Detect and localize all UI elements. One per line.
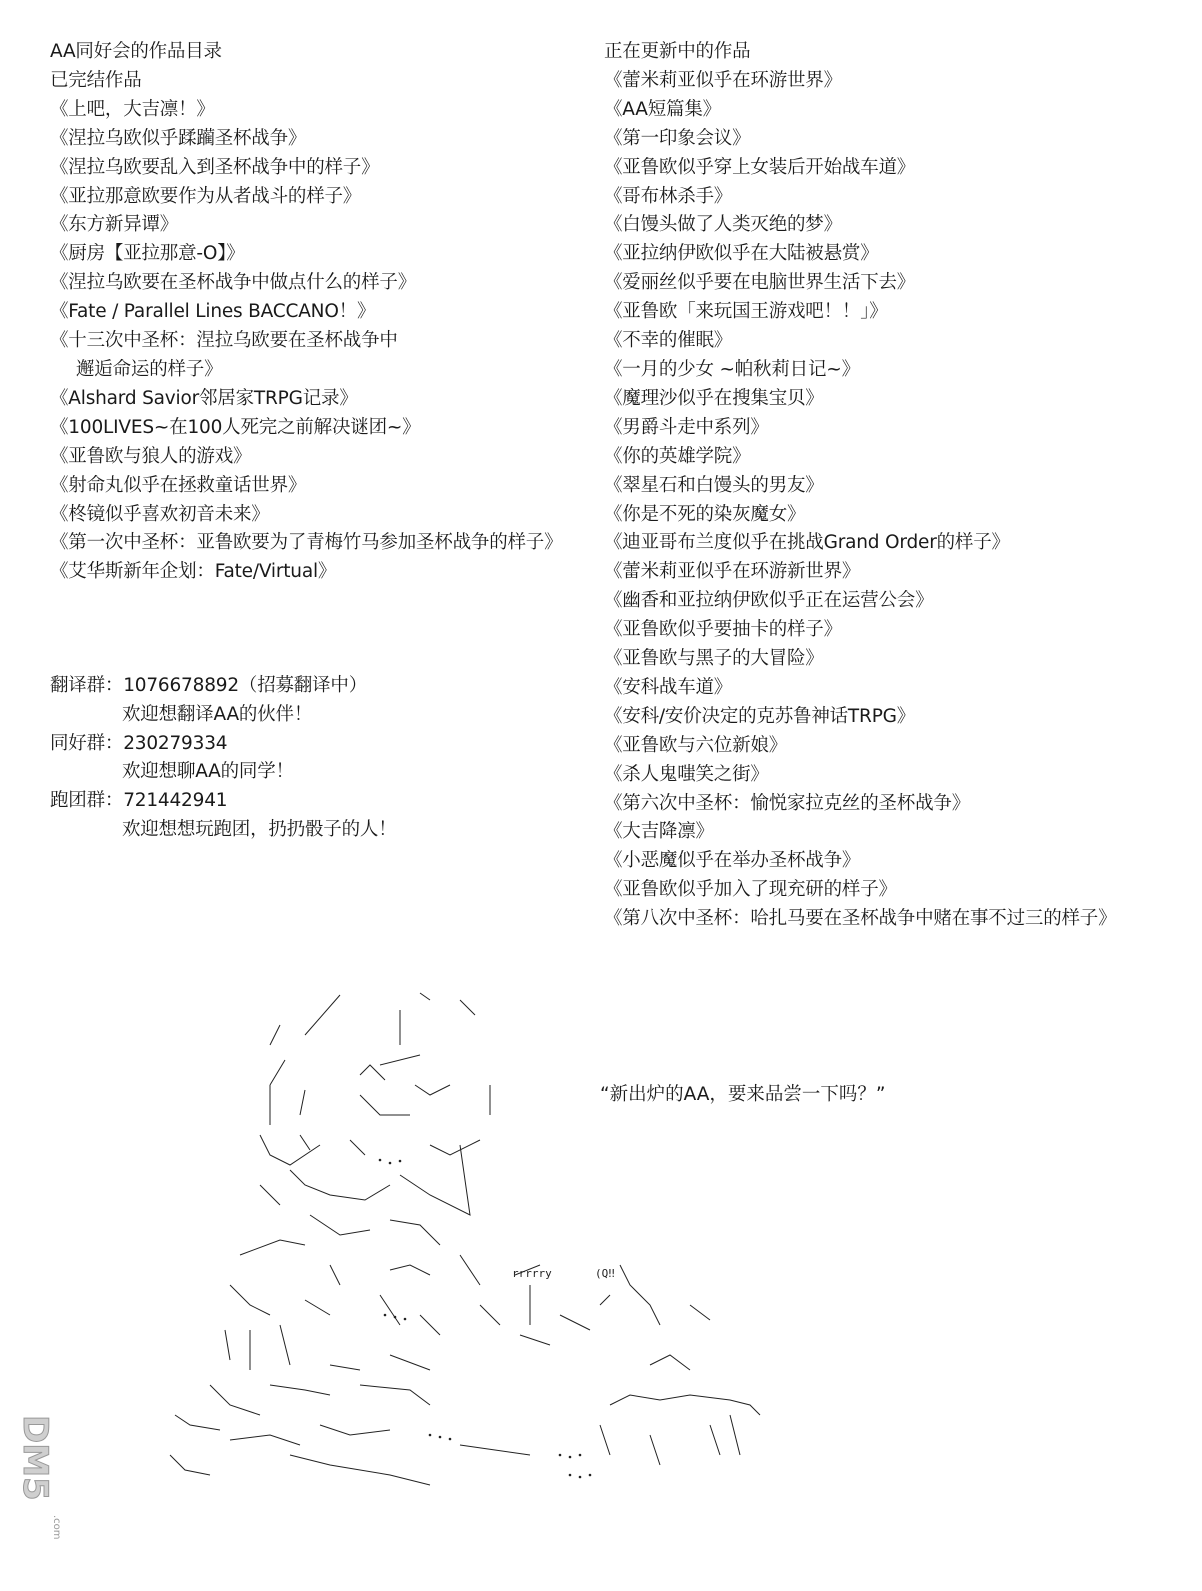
work-item: 《翠星石和白馒头的男友》 [604, 474, 824, 496]
fan-group-number: 230279334 [123, 732, 228, 754]
work-item: 《亚鲁欧与黑子的大冒险》 [604, 648, 824, 670]
speech-quote: “新出炉的AA，要来品尝一下吗？” [600, 1084, 886, 1105]
work-item: 《第八次中圣杯：哈扎马要在圣杯战争中赌在事不过三的样子》 [604, 908, 1117, 930]
work-item: 《哥布林杀手》 [604, 185, 733, 207]
work-item: 《蕾米莉亚似乎在环游新世界》 [604, 561, 861, 583]
work-item: 《Fate / Parallel Lines BACCANO！》 [50, 301, 376, 323]
work-item: 《柊镜似乎喜欢初音未来》 [50, 503, 270, 525]
work-item: 《第六次中圣杯：愉悦家拉克丝的圣杯战争》 [604, 792, 971, 814]
ascii-art-character-icon [130, 985, 780, 1505]
finished-heading: 已完结作品 [50, 69, 142, 91]
work-item: 《第一印象会议》 [604, 127, 751, 149]
art-cup-text: rrrrry [512, 1267, 552, 1280]
fan-group-label: 同好群： [50, 732, 124, 754]
finished-works-column [50, 38, 610, 587]
catalog-title: AA同好会的作品目录 [50, 41, 222, 62]
art-q-text: (Q‼ [595, 1267, 615, 1280]
work-item: 《杀人鬼嗤笑之街》 [604, 763, 769, 785]
run-group [50, 787, 397, 816]
translate-group-number: 1076678892（招募翻译中） [123, 675, 368, 696]
work-item: 《你是不死的染灰魔女》 [604, 503, 806, 525]
work-item: 《亚鲁欧「来玩国王游戏吧！！」》 [604, 301, 888, 323]
work-item: 《白馒头做了人类灭绝的梦》 [604, 214, 842, 236]
group-info [50, 672, 397, 845]
work-item: 《亚鲁欧似乎要抽卡的样子》 [604, 619, 842, 641]
work-item: 《涅拉乌欧似乎蹂躏圣杯战争》 [50, 127, 307, 149]
work-item: 《你的英雄学院》 [604, 445, 751, 467]
translate-group-label: 翻译群： [50, 675, 124, 696]
work-item: 《迪亚哥布兰度似乎在挑战Grand Order的样子》 [604, 532, 1010, 554]
work-item: 《厨房【亚拉那意-O】》 [50, 243, 245, 265]
work-item: 《男爵斗走中系列》 [604, 416, 769, 438]
work-item: 《亚拉纳伊欧似乎在大陆被悬赏》 [604, 243, 879, 265]
work-item: 《幽香和亚拉纳伊欧似乎正在运营公会》 [604, 590, 934, 612]
work-item: 《亚拉那意欧要作为从者战斗的样子》 [50, 185, 362, 207]
translate-group [50, 672, 397, 701]
work-item: 《亚鲁欧与六位新娘》 [604, 734, 788, 756]
work-item-continued: 邂逅命运的样子》 [76, 358, 223, 380]
work-item: 《东方新异谭》 [50, 214, 179, 236]
work-item: 《安科战车道》 [604, 676, 733, 698]
work-item: 《射命丸似乎在拯救童话世界》 [50, 474, 307, 496]
work-item: 《十三次中圣杯：涅拉乌欧要在圣杯战争中 [50, 330, 398, 352]
fan-group [50, 730, 397, 759]
work-item: 《一月的少女 ~帕秋莉日记~》 [604, 358, 860, 380]
ongoing-heading: 正在更新中的作品 [604, 41, 751, 62]
ongoing-works-column [604, 38, 1194, 934]
work-item: 《亚鲁欧似乎加入了现充研的样子》 [604, 879, 897, 901]
translate-group-desc: 欢迎想翻译AA的伙伴！ [122, 703, 313, 725]
work-item: 《上吧，大吉凛！》 [50, 98, 215, 120]
work-item: 《不幸的催眠》 [604, 330, 733, 352]
work-item: 《第一次中圣杯：亚鲁欧要为了青梅竹马参加圣杯战争的样子》 [50, 532, 563, 554]
work-item: 《Alshard Savior邻居家TRPG记录》 [50, 387, 358, 409]
dm5-watermark-icon [14, 1405, 64, 1569]
work-item: 《大吉降凛》 [604, 821, 714, 843]
work-item: 《小恶魔似乎在举办圣杯战争》 [604, 850, 861, 872]
work-item: 《100LIVES~在100人死完之前解决谜团~》 [50, 416, 421, 438]
watermark-text: DM5 [15, 1415, 55, 1501]
work-item: 《安科/安价决定的克苏鲁神话TRPG》 [604, 705, 916, 727]
watermark-sub: .com [51, 1515, 62, 1540]
work-item: 《亚鲁欧与狼人的游戏》 [50, 445, 252, 467]
work-item: 《涅拉乌欧要在圣杯战争中做点什么的样子》 [50, 272, 417, 294]
run-group-label: 跑团群： [50, 790, 124, 812]
work-item: 《涅拉乌欧要乱入到圣杯战争中的样子》 [50, 156, 380, 178]
work-item: 《爱丽丝似乎要在电脑世界生活下去》 [604, 272, 916, 294]
work-item: 《魔理沙似乎在搜集宝贝》 [604, 387, 824, 409]
work-item: 《蕾米莉亚似乎在环游世界》 [604, 69, 842, 91]
work-item: 《艾华斯新年企划：Fate/Virtual》 [50, 561, 337, 583]
run-group-number: 721442941 [123, 790, 228, 812]
work-item: 《亚鲁欧似乎穿上女装后开始战车道》 [604, 156, 916, 178]
work-item: 《AA短篇集》 [604, 98, 721, 120]
fan-group-desc: 欢迎想聊AA的同学！ [122, 761, 294, 783]
run-group-desc: 欢迎想想玩跑团，扔扔骰子的人！ [122, 818, 397, 840]
